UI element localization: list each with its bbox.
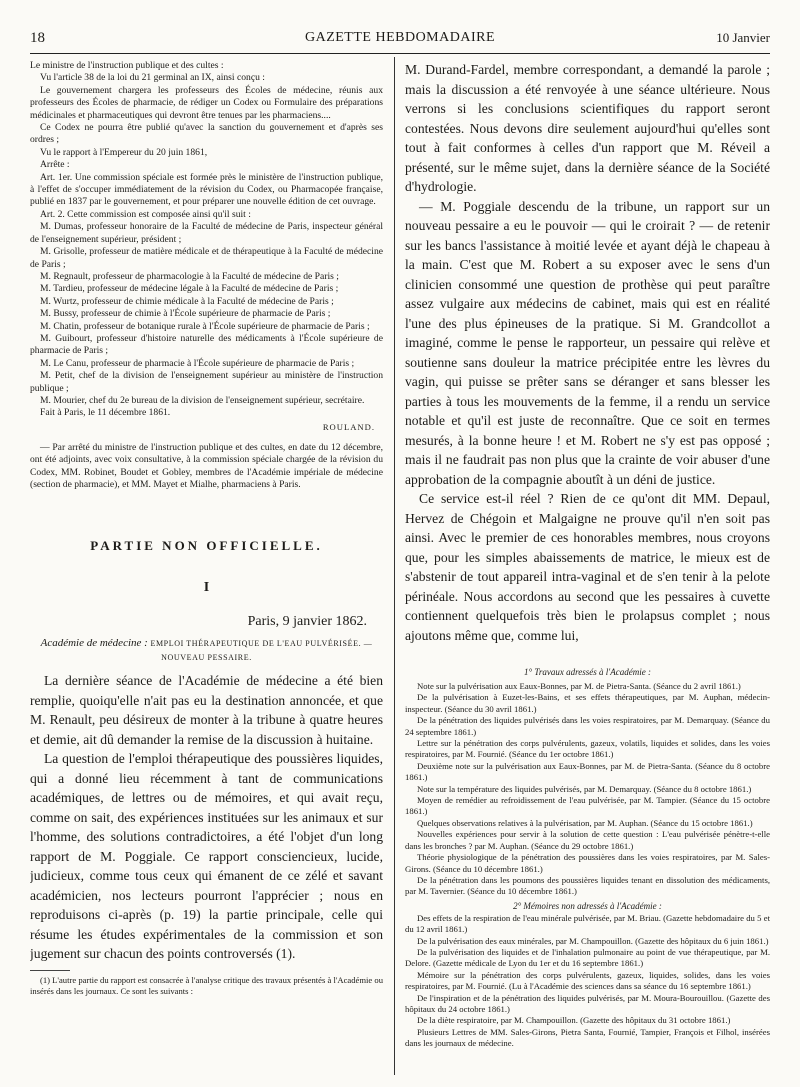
list-memoires bbox=[405, 913, 770, 1050]
arrete-note-text: — Par arrêté du ministre de l'instruction publique et des cultes, en date du 12 décembre, ont été adjoints, avec voix consultative, à la commission spéciale chargée de la révision du Codex, MM. Robinet, Boudet et Gobley, membres de l'Académie impériale de médecine (section de pharmacie), et MM. Mayet et Mialhe, pharmaciens à Paris. bbox=[30, 441, 383, 490]
footnote-rule bbox=[30, 970, 70, 971]
decree-paragraph: M. Mourier, chef du 2e bureau de la division de l'enseignement supérieur, secrétaire. bbox=[40, 394, 365, 406]
list-item: De la pénétration dans les poumons des poussières liquides tenant en dissolution des médicaments, par M. Tavernier. (Séance du 10 décembre 1861.) bbox=[405, 874, 770, 897]
section-number: I bbox=[203, 580, 210, 596]
list-item: De la pulvérisation à Euzet-les-Bains, et ses effets thérapeutiques, par M. Auphan, médecin-inspecteur. (Séance du 30 avril 1861.) bbox=[405, 692, 770, 714]
list-item: De la pulvérisation des liquides et de l'inhalation pulmonaire au point de vue thérapeutique, par M. Delore. (Gazette médicale de Lyon du 1er et du 16 septembre 1861.) bbox=[405, 946, 770, 969]
list-item: Moyen de remédier au refroidissement de l'eau pulvérisée, par M. Tampier. (Séance du 15 octobre 1861.) bbox=[405, 795, 770, 817]
footnote: (1) L'autre partie du rapport est consacrée à l'analyse critique des travaux présentés à l'Académie ou insérés dans les journaux. Ce sont les suivants : bbox=[30, 974, 383, 996]
decree-paragraph: Arrête : bbox=[40, 159, 70, 171]
list-item: De l'inspiration et de la pénétration des liquides pulvérisés, par M. Moura-Bourouillou. (Gazette des hôpitaux du 24 octobre 1861.) bbox=[405, 992, 770, 1014]
decree-paragraph: M. Bussy, professeur de chimie à l'École supérieure de pharmacie de Paris ; bbox=[40, 308, 331, 320]
decree-paragraph: Le gouvernement chargera les professeurs des Écoles de médecine, réunis aux professeurs des Écoles de pharmacie, de rédiger un Codex ou Formulaire des préparations médicinales et pharmaceutiques qui devront être tenues par les pharmaciens.... bbox=[30, 84, 383, 121]
decree-paragraph: M. Wurtz, professeur de chimie médicale à la Faculté de médecine de Paris ; bbox=[40, 295, 334, 307]
decree-paragraph: M. Dumas, professeur honoraire de la Faculté de médecine de Paris, inspecteur général de l'enseignement supérieur, président ; bbox=[30, 221, 383, 245]
signature: ROULAND. bbox=[322, 421, 375, 432]
right-column bbox=[405, 60, 770, 1075]
header-rule bbox=[30, 53, 770, 54]
list-item: Note sur la pulvérisation aux Eaux-Bonnes, par M. de Pietra-Santa. (Séance du 2 avril 1861.) bbox=[417, 681, 741, 691]
section-title: PARTIE NON OFFICIELLE. bbox=[90, 538, 323, 554]
decree-paragraph: Fait à Paris, le 11 décembre 1861. bbox=[40, 407, 171, 419]
list-title-academie: 1° Travaux adressés à l'Académie : bbox=[524, 667, 651, 677]
body-paragraph: La dernière séance de l'Académie de médecine a été bien remplie, quoiqu'elle n'ait pas eu la destination annoncée, et que M. Renault, peu désireux de monter à la tribune à quatre heures et demie, ait dû demander la remise de la discussion à huitaine. bbox=[30, 673, 383, 747]
decree-paragraph: M. Le Canu, professeur de pharmacie à l'École supérieure de pharmacie de Paris ; bbox=[40, 357, 355, 369]
article-rubric bbox=[30, 636, 383, 665]
body-paragraph: M. Durand-Fardel, membre correspondant, a demandé la parole ; mais la discussion a été renvoyée à une séance ultérieure. Nous verrons si les conclusions scientifiques du rapport seront contestées. Nous devons dire seulement aujourd'hui qu'elles sont tout à fait conformes à celles d'un rapport que M. Réveil a présenté, sur le même sujet, dans la dernière séance de la Société d'hydrologie. bbox=[405, 62, 770, 194]
decree-paragraph: Ce Codex ne pourra être publié qu'avec la sanction du gouvernement et d'après ses ordres ; bbox=[30, 122, 383, 146]
article-body-left bbox=[30, 671, 383, 964]
body-paragraph: La question de l'emploi thérapeutique des poussières liquides, qui a donné lieu récemment à tant de communications académiques, de lettres ou de mémoires, et qui avait reçu, comme on sait, des expériences instituées sur les animaux et sur l'homme, des solutions contradictoires, a été l'objet d'un long rapport de M. Poggiale. Ce rapport consciencieux, lucide, judicieux, comme tous ceux qui émanent de ce zélé et savant académicien, nos lecteurs pourront l'apprécier ; nous en reproduisons ci-après (p. 19) la partie principale, celle qui résume les études expérimentales de la commission et son jugement sur chacun des points controversés (1). bbox=[30, 751, 383, 962]
decree-paragraph: M. Guibourt, professeur d'histoire naturelle des médicaments à l'École supérieure de pharmacie de Paris ; bbox=[30, 332, 383, 357]
list-item: De la diète respiratoire, par M. Champouillon. (Gazette des hôpitaux du 31 octobre 1861.) bbox=[417, 1015, 731, 1026]
rubric-title: Académie de médecine : bbox=[40, 637, 148, 650]
decree-paragraph: M. Grisolle, professeur de matière médicale et de thérapeutique à la Faculté de médecine de Paris ; bbox=[30, 246, 383, 270]
list-item: De la pénétration des liquides pulvérisés dans les voies respiratoires, par M. Demarquay. (Séance du 24 septembre 1861.) bbox=[405, 715, 770, 737]
list-item: Nouvelles expériences pour servir à la solution de cette question : L'eau pulvérisée pénètre-t-elle dans les bronches ? par M. Auphan. (Séance du 29 octobre 1861.) bbox=[405, 829, 770, 851]
body-paragraph: — M. Poggiale descendu de la tribune, un rapport sur un nouveau pessaire a eu le pouvoir — qui le croirait ? — de retenir sur les bancs l'assistance à moitié levée et ayant déjà le chapeau à la main. C'est que M. Robert a su exposer avec le sens d'un clinicien consommé une question de prothèse qui peut paraître assez vulgaire aux médecins de cabinet, mais qui est en réalité l'une des plus épineuses de la pratique. Si M. Grandcollot a imaginé, comme le pense le rapporteur, un pessaire qui relève et soutienne sans douleur la matrice précipitée entre les lèvres du vagin, qui puisse se prêter sans se déranger et sans blesser les parties à tous les mouvements de la femme, il a rendu un service notable et qu'il est juste de reconnaître. Que ce soit en termes mesurés, à la bonne heure ! et M. Robert ne s'y est pas opposé ; mais il ne faudrait pas non plus que la crainte de voir abuser d'une approbation de la compagnie aboutît à un déni de justice. bbox=[405, 198, 770, 487]
article-body-right bbox=[405, 60, 770, 645]
decree-paragraph: Vu l'article 38 de la loi du 21 germinal an IX, ainsi conçu : bbox=[40, 72, 265, 84]
dateline: Paris, 9 janvier 1862. bbox=[247, 614, 367, 630]
left-column bbox=[30, 60, 383, 1075]
list-item: De la pulvérisation des eaux minérales, par M. Champouillon. (Gazette des hôpitaux du 6 juin 1861.) bbox=[417, 935, 769, 946]
list-item: Théorie physiologique de la pénétration des poussières dans les voies respiratoires, par M. Sales-Girons. (Séance du 10 décembre 1861.) bbox=[405, 852, 770, 874]
list-item: Quelques observations relatives à la pulvérisation, par M. Auphan. (Séance du 15 octobre 1861.) bbox=[417, 817, 753, 828]
list-item: Note sur la température des liquides pulvérisés, par M. Demarquay. (Séance du 8 octobre 1861.) bbox=[417, 783, 752, 794]
decree-text bbox=[30, 60, 383, 420]
column-divider bbox=[394, 57, 395, 1075]
list-item: Plusieurs Lettres de MM. Sales-Girons, Pietra Santa, Fournié, Tampier, François et Filhol, insérées dans les journaux de médecine. bbox=[405, 1026, 770, 1049]
decree-paragraph: M. Tardieu, professeur de médecine légale à la Faculté de médecine de Paris ; bbox=[40, 283, 339, 295]
issue-date: 10 Janvier bbox=[716, 30, 770, 45]
decree-paragraph: M. Regnault, professeur de pharmacologie à la Faculté de médecine de Paris ; bbox=[40, 270, 339, 282]
decree-paragraph: Art. 2. Cette commission est composée ainsi qu'il suit : bbox=[40, 208, 251, 220]
page-number: 18 bbox=[30, 30, 45, 46]
list-item: Mémoire sur la pénétration des corps pulvérulents, gazeux, liquides, solides, dans les voies respiratoires, par M. Fournié. (Lu à l'Académie des sciences dans sa séance du 16 septembre 1861.) bbox=[405, 969, 770, 992]
list-academie bbox=[405, 681, 770, 898]
list-item: Lettre sur la pénétration des corps pulvérulents, gazeux, volatils, liquides et solides, dans les voies respiratoires, par M. Fournié. (Séance du 1er octobre 1861.) bbox=[405, 738, 770, 760]
arrete-note bbox=[30, 442, 383, 492]
decree-paragraph: M. Petit, chef de la division de l'enseignement supérieur au ministère de l'instruction publique ; bbox=[30, 370, 383, 394]
decree-paragraph: Vu le rapport à l'Empereur du 20 juin 1861, bbox=[40, 146, 208, 158]
rubric-subject: EMPLOI THÉRAPEUTIQUE DE L'EAU PULVÉRISÉE. — NOUVEAU PESSAIRE. bbox=[150, 639, 373, 663]
decree-paragraph: Le ministre de l'instruction publique et des cultes : bbox=[30, 60, 224, 71]
decree-paragraph: Art. 1er. Une commission spéciale est formée près le ministère de l'instruction publique, à l'effet de s'occuper immédiatement de la révision du Codex, ou Pharmacopée française, publié en 1837 par le gouvernement, et pour préparer une nouvelle édition de cet ouvrage. bbox=[30, 171, 383, 208]
page-header bbox=[30, 28, 770, 50]
list-item: Deuxième note sur la pulvérisation aux Eaux-Bonnes, par M. de Pietra-Santa. (Séance du 8 octobre 1861.) bbox=[405, 760, 770, 783]
list-title-memoires: 2° Mémoires non adressés à l'Académie : bbox=[513, 900, 662, 911]
body-paragraph: Ce service est-il réel ? Rien de ce qu'ont dit MM. Depaul, Hervez de Chégoin et Malgaigne ne prouve qu'il n'en soit pas ainsi. Avec le premier de ces honorables membres, nous croyons que, pour les simples abaissements de matrice, le mieux est de s'abstenir de tout appareil intra-vaginal et de s'en tenir à la pelote périnéale. Nous accordons au second que les pessaires à cuvette contiennent quelquefois très bien le prolapsus complet ; nous ajoutons même que, comme lui, bbox=[405, 491, 770, 643]
list-item: Des effets de la respiration de l'eau minérale pulvérisée, par M. Briau. (Gazette hebdomadaire du 5 et du 12 avril 1861.) bbox=[405, 912, 770, 935]
journal-title: GAZETTE HEBDOMADAIRE bbox=[304, 30, 496, 45]
decree-paragraph: M. Chatin, professeur de botanique rurale à l'École supérieure de pharmacie de Paris ; bbox=[40, 320, 370, 332]
